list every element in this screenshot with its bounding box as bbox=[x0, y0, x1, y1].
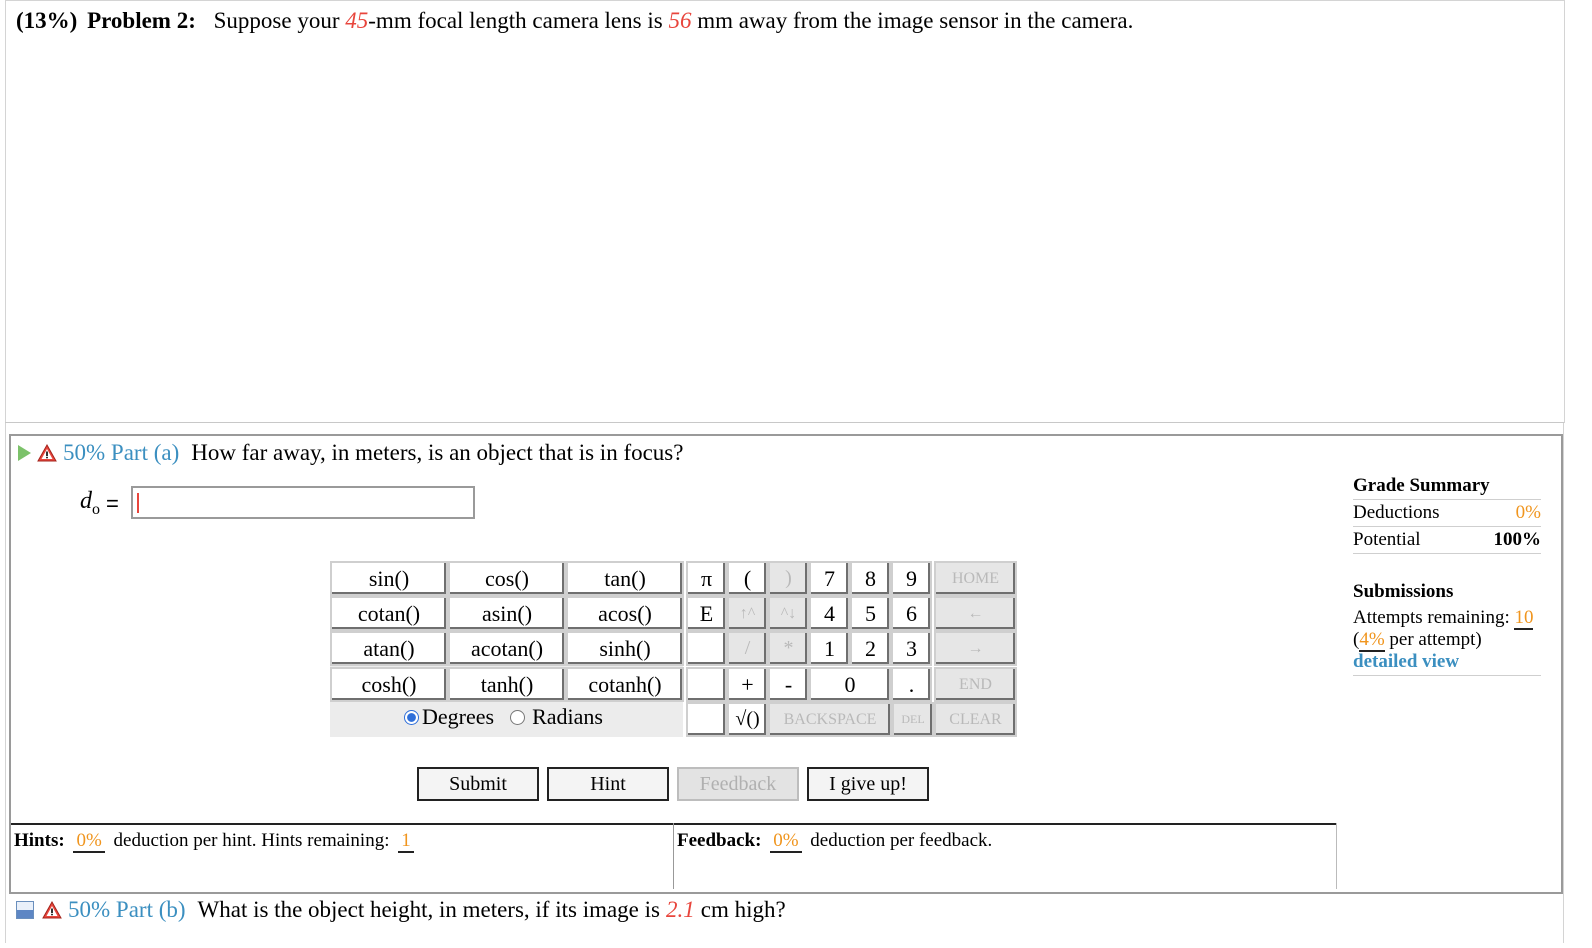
key-left[interactable]: ← bbox=[934, 596, 1017, 631]
key-4[interactable]: 4 bbox=[809, 596, 850, 631]
key-3[interactable]: 3 bbox=[891, 631, 932, 666]
key-backspace[interactable]: BACKSPACE bbox=[768, 702, 892, 737]
grade-summary-title: Grade Summary bbox=[1353, 475, 1541, 500]
problem-text-2: -mm focal length camera lens is bbox=[368, 8, 663, 33]
problem-statement bbox=[16, 8, 1133, 34]
key-atan[interactable]: atan() bbox=[330, 631, 448, 666]
per-attempt-value: 4% bbox=[1359, 629, 1385, 650]
key-7[interactable]: 7 bbox=[809, 561, 850, 596]
submit-button[interactable]: Submit bbox=[417, 767, 539, 801]
play-icon[interactable] bbox=[18, 445, 31, 461]
key-close-paren[interactable]: ) bbox=[768, 561, 809, 596]
angle-mode bbox=[400, 704, 603, 730]
key-cotanh[interactable]: cotanh() bbox=[566, 667, 684, 702]
key-6[interactable]: 6 bbox=[891, 596, 932, 631]
feedback-label: Feedback: bbox=[677, 830, 762, 851]
part-a-question: How far away, in meters, is an object that is in focus? bbox=[191, 440, 684, 465]
part-a-header[interactable] bbox=[18, 440, 683, 466]
feedback-info bbox=[677, 830, 992, 852]
key-5[interactable]: 5 bbox=[850, 596, 891, 631]
hints-label: Hints: bbox=[14, 830, 65, 851]
key-tan[interactable]: tan() bbox=[566, 561, 684, 596]
per-attempt-text: per attempt) bbox=[1389, 629, 1482, 650]
feedback-text: deduction per feedback. bbox=[810, 830, 993, 851]
grade-summary bbox=[1353, 475, 1541, 554]
submissions-title: Submissions bbox=[1353, 581, 1454, 602]
potential-row bbox=[1353, 527, 1541, 554]
distance-value: 56 bbox=[668, 8, 692, 33]
feedback-right-edge bbox=[1336, 823, 1337, 889]
key-sinh[interactable]: sinh() bbox=[566, 631, 684, 666]
degrees-label: Degrees bbox=[422, 704, 495, 729]
warning-icon bbox=[42, 901, 62, 919]
radians-label: Radians bbox=[532, 704, 603, 729]
key-cosh[interactable]: cosh() bbox=[330, 667, 448, 702]
hints-remaining: 1 bbox=[398, 830, 414, 853]
key-1[interactable]: 1 bbox=[809, 631, 850, 666]
problem-text-3: mm away from the image sensor in the camera. bbox=[697, 8, 1134, 33]
feedback-button[interactable]: Feedback bbox=[677, 767, 799, 801]
key-sqrt[interactable]: √() bbox=[727, 702, 768, 737]
key-plus[interactable]: + bbox=[727, 667, 768, 702]
equals-sign: = bbox=[106, 491, 119, 516]
key-acos[interactable]: acos() bbox=[566, 596, 684, 631]
radians-radio[interactable] bbox=[510, 710, 525, 725]
attempts-label: Attempts remaining: bbox=[1353, 607, 1510, 628]
deductions-label: Deductions bbox=[1353, 502, 1440, 523]
feedback-deduction: 0% bbox=[770, 830, 801, 853]
part-b-weight: 50% Part (b) bbox=[68, 897, 186, 922]
problem-text-1: Suppose your bbox=[213, 8, 340, 33]
key-pi[interactable]: π bbox=[686, 561, 727, 596]
key-blank-2[interactable] bbox=[686, 667, 727, 702]
part-b-question-1: What is the object height, in meters, if its image is bbox=[197, 897, 660, 922]
hint-deduction: 0% bbox=[73, 830, 104, 853]
part-a-weight: 50% Part (a) bbox=[63, 440, 180, 465]
per-attempt-row: (4% per attempt) bbox=[1353, 629, 1482, 650]
square-icon[interactable] bbox=[16, 901, 34, 919]
answer-variable: $d_o$ bbox=[80, 488, 100, 518]
key-asin[interactable]: asin() bbox=[448, 596, 566, 631]
focal-length-value: 45 bbox=[345, 8, 369, 33]
frame-right bbox=[1563, 423, 1564, 943]
potential-value: 100% bbox=[1493, 529, 1541, 550]
warning-icon bbox=[37, 444, 57, 462]
key-end[interactable]: END bbox=[934, 667, 1017, 702]
problem-percent: (13%) bbox=[16, 8, 78, 33]
part-b-question-2: cm high? bbox=[700, 897, 786, 922]
key-multiply[interactable]: * bbox=[768, 631, 809, 666]
problem-label: Problem 2: bbox=[87, 8, 196, 33]
key-e[interactable]: E bbox=[686, 596, 727, 631]
key-home[interactable]: HOME bbox=[934, 561, 1017, 596]
submissions-panel bbox=[1353, 581, 1541, 676]
key-blank-1[interactable] bbox=[686, 631, 727, 666]
key-up[interactable]: ↑^ bbox=[727, 596, 768, 631]
attempts-value: 10 bbox=[1514, 607, 1534, 628]
detailed-view-link[interactable]: detailed view bbox=[1353, 651, 1460, 672]
attempts-row bbox=[1353, 605, 1541, 629]
key-divide[interactable]: / bbox=[727, 631, 768, 666]
key-minus[interactable]: - bbox=[768, 667, 809, 702]
key-acotan[interactable]: acotan() bbox=[448, 631, 566, 666]
hint-button[interactable]: Hint bbox=[547, 767, 669, 801]
key-2[interactable]: 2 bbox=[850, 631, 891, 666]
key-blank-3[interactable] bbox=[686, 702, 727, 737]
frame-left bbox=[5, 423, 6, 943]
key-dot[interactable]: . bbox=[891, 667, 932, 702]
key-cos[interactable]: cos() bbox=[448, 561, 566, 596]
key-open-paren[interactable]: ( bbox=[727, 561, 768, 596]
hints-info bbox=[14, 830, 414, 852]
deductions-row bbox=[1353, 500, 1541, 527]
divider bbox=[5, 422, 1564, 423]
key-tanh[interactable]: tanh() bbox=[448, 667, 566, 702]
part-b-header[interactable] bbox=[16, 897, 786, 923]
key-del[interactable]: DEL bbox=[892, 702, 934, 737]
hints-divider bbox=[673, 823, 674, 889]
answer-input[interactable] bbox=[131, 486, 475, 519]
key-cotan[interactable]: cotan() bbox=[330, 596, 448, 631]
key-9[interactable]: 9 bbox=[891, 561, 932, 596]
key-clear[interactable]: CLEAR bbox=[934, 702, 1017, 737]
problem-panel bbox=[5, 0, 1565, 423]
key-sin[interactable]: sin() bbox=[330, 561, 448, 596]
image-height-value: 2.1 bbox=[665, 897, 695, 922]
key-0[interactable]: 0 bbox=[809, 667, 891, 702]
give-up-button[interactable]: I give up! bbox=[807, 767, 929, 801]
text-caret bbox=[137, 493, 139, 513]
potential-label: Potential bbox=[1353, 529, 1421, 550]
hints-text: deduction per hint. Hints remaining: bbox=[113, 830, 390, 851]
key-8[interactable]: 8 bbox=[850, 561, 891, 596]
deductions-value: 0% bbox=[1515, 502, 1541, 523]
key-down[interactable]: ^↓ bbox=[768, 596, 809, 631]
degrees-radio[interactable] bbox=[404, 710, 419, 725]
key-right[interactable]: → bbox=[934, 631, 1017, 666]
